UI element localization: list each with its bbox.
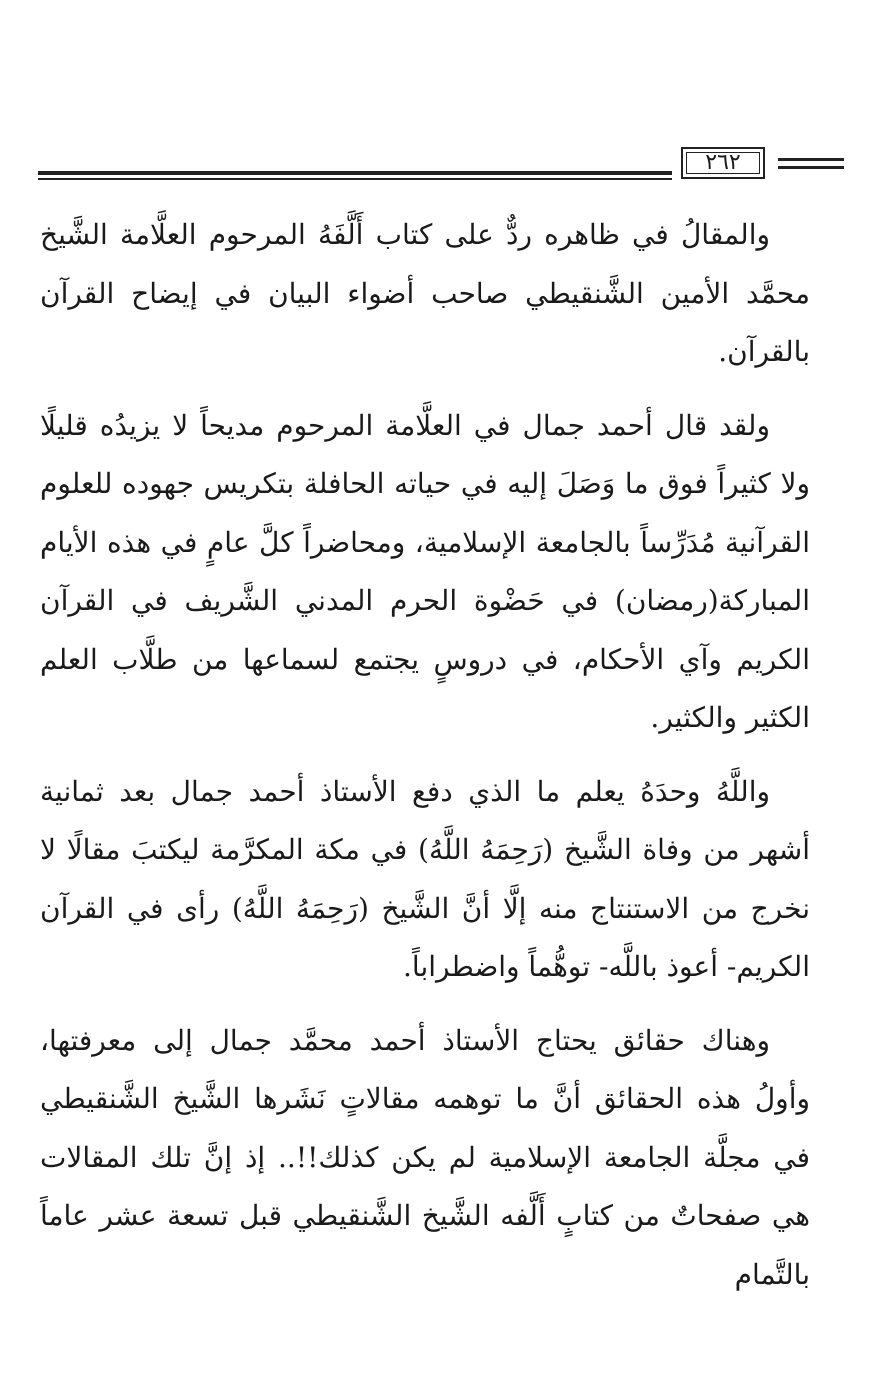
page-number: ٢٦٢	[681, 147, 765, 179]
header-ornament-rule-bottom	[778, 166, 844, 169]
paragraph-1: والمقالُ في ظاهره ردٌّ على كتاب أَلَّفَهُ المرحوم العلَّامة الشَّيخ محمَّد الأمين الشَّنقيطي صاحب أضواء البيان في إيضاح القرآن بالقرآن.	[40, 218, 810, 368]
text-body	[40, 206, 810, 1304]
header-rule-thick	[38, 171, 672, 175]
paragraph-3: واللَّهُ وحدَهُ يعلم ما الذي دفع الأستاذ أحمد جمال بعد ثمانية أشهر من وفاة الشَّيخ (رَحِمَهُ اللَّهُ) في مكة المكرَّمة ليكتبَ مقالًا لا نخرج من الاستنتاج منه إلَّا أنَّ الشَّيخ (رَحِمَهُ اللَّهُ) رأى في القرآن الكريم- أعوذ باللَّه- توهُّماً واضطراباً.	[40, 774, 810, 983]
header-rule-thin	[38, 178, 672, 180]
paragraph-4: وهناك حقائق يحتاج الأستاذ أحمد محمَّد جمال إلى معرفتها، وأولُ هذه الحقائق أنَّ ما توهمه مقالاتٍ نَشَرها الشَّيخ الشَّنقيطي في مجلَّة الجامعة الإسلامية لم يكن كذلك!!.. إذ إنَّ تلك المقالات هي صفحاتٌ من كتابٍ أَلَّفه الشَّيخ الشَّنقيطي قبل تسعة عشر عاماً بالتَّمام	[40, 1023, 810, 1291]
paragraph-2: ولقد قال أحمد جمال في العلَّامة المرحوم مديحاً لا يزيدُه قليلًا ولا كثيراً فوق ما وَصَلَ إليه في حياته الحافلة بتكريس جهوده للعلوم القرآنية مُدَرِّساً بالجامعة الإسلامية، ومحاضراً كلَّ عامٍ في هذه الأيام المباركة(رمضان) في حَضْوة الحرم المدني الشَّريف في القرآن الكريم وآي الأحكام، في دروسٍ يجتمع لسماعها من طلَّاب العلم الكثير والكثير.	[40, 408, 811, 734]
header-ornament-rule-top	[778, 158, 844, 161]
page-header	[38, 143, 808, 183]
